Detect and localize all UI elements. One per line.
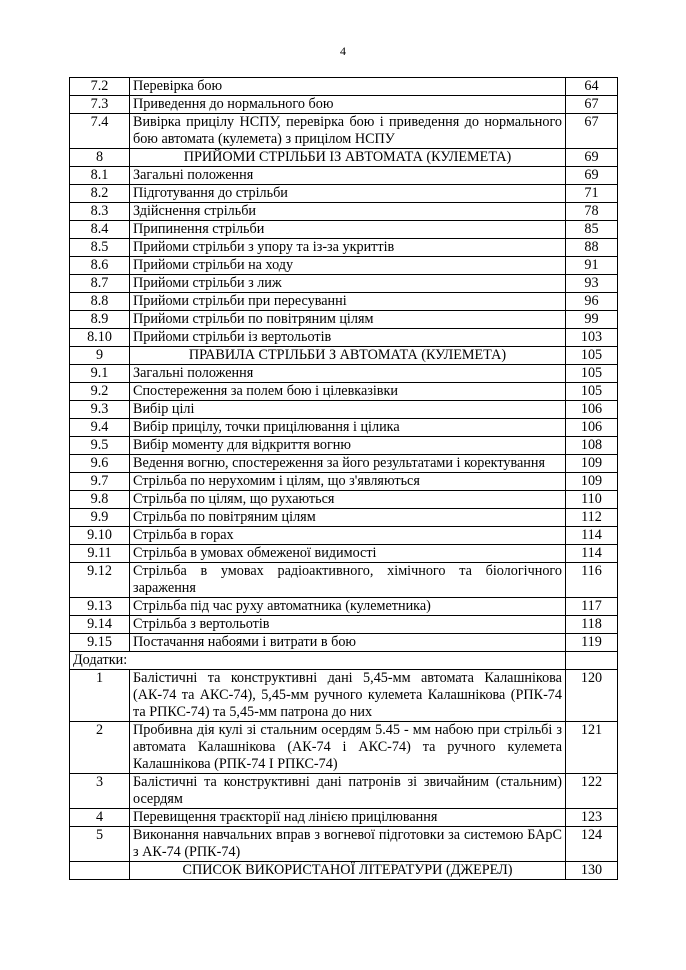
table-row [70,347,618,365]
table-row [70,221,618,239]
section-number: 8 [70,149,130,167]
page-ref: 118 [566,616,618,634]
section-number [70,862,130,880]
section-number: 8.8 [70,293,130,311]
table-row [70,311,618,329]
section-number: 9.13 [70,598,130,616]
section-title: Прийоми стрільби при пересуванні [130,293,566,311]
table-row [70,383,618,401]
section-number: 9.7 [70,473,130,491]
table-row [70,401,618,419]
page-ref: 88 [566,239,618,257]
section-number: 9.8 [70,491,130,509]
section-title: Стрільба під час руху автоматника (кулеметника) [130,598,566,616]
appendix-row [70,652,618,670]
page-ref: 119 [566,634,618,652]
section-number: 1 [70,670,130,722]
section-title: Приведення до нормального бою [130,96,566,114]
page-ref: 110 [566,491,618,509]
page-ref: 69 [566,149,618,167]
table-row [70,509,618,527]
page-ref: 93 [566,275,618,293]
section-number: 7.2 [70,78,130,96]
section-number: 9.5 [70,437,130,455]
table-row [70,149,618,167]
table-row [70,491,618,509]
section-number: 8.1 [70,167,130,185]
table-row [70,114,618,149]
section-number: 9.14 [70,616,130,634]
page-ref: 96 [566,293,618,311]
page-ref: 105 [566,347,618,365]
section-title: Прийоми стрільби з лиж [130,275,566,293]
section-number: 3 [70,774,130,809]
section-title: СПИСОК ВИКОРИСТАНОЇ ЛІТЕРАТУРИ (ДЖЕРЕЛ) [130,862,566,880]
section-title: Вибір моменту для відкриття вогню [130,437,566,455]
table-row [70,722,618,774]
section-number: 7.3 [70,96,130,114]
page-ref: 121 [566,722,618,774]
page-ref: 105 [566,365,618,383]
table-row [70,774,618,809]
page-ref: 105 [566,383,618,401]
section-title: Вивірка прицілу НСПУ, перевірка бою і приведення до нормального бою автомата (кулемета) з прицілом НСПУ [130,114,566,149]
page-ref: 99 [566,311,618,329]
section-number: 8.9 [70,311,130,329]
section-title: Спостереження за полем бою і цілевказівки [130,383,566,401]
table-row [70,96,618,114]
section-title: ПРАВИЛА СТРІЛЬБИ З АВТОМАТА (КУЛЕМЕТА) [130,347,566,365]
section-title: Загальні положення [130,365,566,383]
table-row [70,545,618,563]
table-row [70,293,618,311]
page-ref: 130 [566,862,618,880]
section-title: Стрільба по цілям, що рухаються [130,491,566,509]
page-ref: 106 [566,401,618,419]
page-ref: 117 [566,598,618,616]
table-row [70,275,618,293]
section-title: Перевищення траєкторії над лінією прицілювання [130,809,566,827]
section-title: Прийоми стрільби з упору та із-за укриттів [130,239,566,257]
section-title: Вибір цілі [130,401,566,419]
table-row [70,203,618,221]
page-ref: 67 [566,96,618,114]
page-ref: 67 [566,114,618,149]
section-title: Стрільба з вертольотів [130,616,566,634]
section-title: Стрільба по нерухомим і цілям, що з'являються [130,473,566,491]
section-number: 9.11 [70,545,130,563]
page-ref: 123 [566,809,618,827]
table-row [70,862,618,880]
section-title: Пробивна дія кулі зі стальним осердям 5.45 - мм набою при стрільбі з автомата Калашнікова (АК-74 і АКС-74) та ручного кулемета Калашнікова (РПК-74 І РПКС-74) [130,722,566,774]
section-title: Балістичні та конструктивні дані 5,45-мм автомата Калашнікова (АК-74 та АКС-74), 5,45-мм ручного кулемета Калашнікова (РПК-74 та РПКС-74) та 5,45-мм патрона до них [130,670,566,722]
page-ref: 103 [566,329,618,347]
page-ref: 114 [566,527,618,545]
section-title: Припинення стрільби [130,221,566,239]
section-title: Стрільба в умовах обмеженої видимості [130,545,566,563]
page-ref: 78 [566,203,618,221]
section-number: 7.4 [70,114,130,149]
page-ref: 106 [566,419,618,437]
section-number: 8.6 [70,257,130,275]
section-title: ПРИЙОМИ СТРІЛЬБИ ІЗ АВТОМАТА (КУЛЕМЕТА) [130,149,566,167]
section-number: 9 [70,347,130,365]
section-title: Ведення вогню, спостереження за його результатами і коректування [130,455,566,473]
section-title: Постачання набоями і витрати в бою [130,634,566,652]
table-row [70,809,618,827]
page-ref: 109 [566,455,618,473]
table-row [70,257,618,275]
table-row [70,239,618,257]
section-number: 8.4 [70,221,130,239]
table-of-contents [69,77,618,880]
section-title: Загальні положення [130,167,566,185]
section-number: 9.12 [70,563,130,598]
section-number: 9.6 [70,455,130,473]
page-ref: 116 [566,563,618,598]
section-number: 8.3 [70,203,130,221]
table-row [70,616,618,634]
page-ref: 69 [566,167,618,185]
table-row [70,167,618,185]
section-title: Балістичні та конструктивні дані патронів зі звичайним (стальним) осердям [130,774,566,809]
page-ref: 64 [566,78,618,96]
section-number: 9.2 [70,383,130,401]
section-number: 9.9 [70,509,130,527]
table-row [70,455,618,473]
page-ref: 120 [566,670,618,722]
page-ref: 85 [566,221,618,239]
section-number: 9.10 [70,527,130,545]
table-row [70,827,618,862]
section-number: 8.5 [70,239,130,257]
section-number: 9.3 [70,401,130,419]
section-title: Прийоми стрільби із вертольотів [130,329,566,347]
section-title: Підготування до стрільби [130,185,566,203]
empty-cell [566,652,618,670]
table-row [70,329,618,347]
section-title: Прийоми стрільби на ходу [130,257,566,275]
table-row [70,185,618,203]
section-title: Вибір прицілу, точки прицілювання і цілика [130,419,566,437]
table-row [70,473,618,491]
page-ref: 122 [566,774,618,809]
page-ref: 108 [566,437,618,455]
table-row [70,634,618,652]
section-title: Прийоми стрільби по повітряним цілям [130,311,566,329]
section-number: 2 [70,722,130,774]
table-row [70,527,618,545]
section-number: 8.7 [70,275,130,293]
toc-body [70,78,618,880]
table-row [70,78,618,96]
page-ref: 91 [566,257,618,275]
page-ref: 71 [566,185,618,203]
table-row [70,598,618,616]
section-title: Стрільба в умовах радіоактивного, хімічного та біологічного зараження [130,563,566,598]
section-number: 8.10 [70,329,130,347]
table-row [70,670,618,722]
page-number: 4 [340,44,346,58]
page-ref: 112 [566,509,618,527]
section-number: 9.1 [70,365,130,383]
appendix-label: Додатки: [70,652,566,670]
section-number: 8.2 [70,185,130,203]
section-title: Перевірка бою [130,78,566,96]
page-ref: 124 [566,827,618,862]
page-ref: 109 [566,473,618,491]
table-row [70,419,618,437]
section-title: Стрільба по повітряним цілям [130,509,566,527]
section-number: 5 [70,827,130,862]
table-row [70,437,618,455]
table-row [70,365,618,383]
section-title: Здійснення стрільби [130,203,566,221]
section-number: 9.15 [70,634,130,652]
page-ref: 114 [566,545,618,563]
section-number: 9.4 [70,419,130,437]
table-row [70,563,618,598]
section-number: 4 [70,809,130,827]
section-title: Стрільба в горах [130,527,566,545]
section-title: Виконання навчальних вправ з вогневої підготовки за системою БАрС з АК-74 (РПК-74) [130,827,566,862]
